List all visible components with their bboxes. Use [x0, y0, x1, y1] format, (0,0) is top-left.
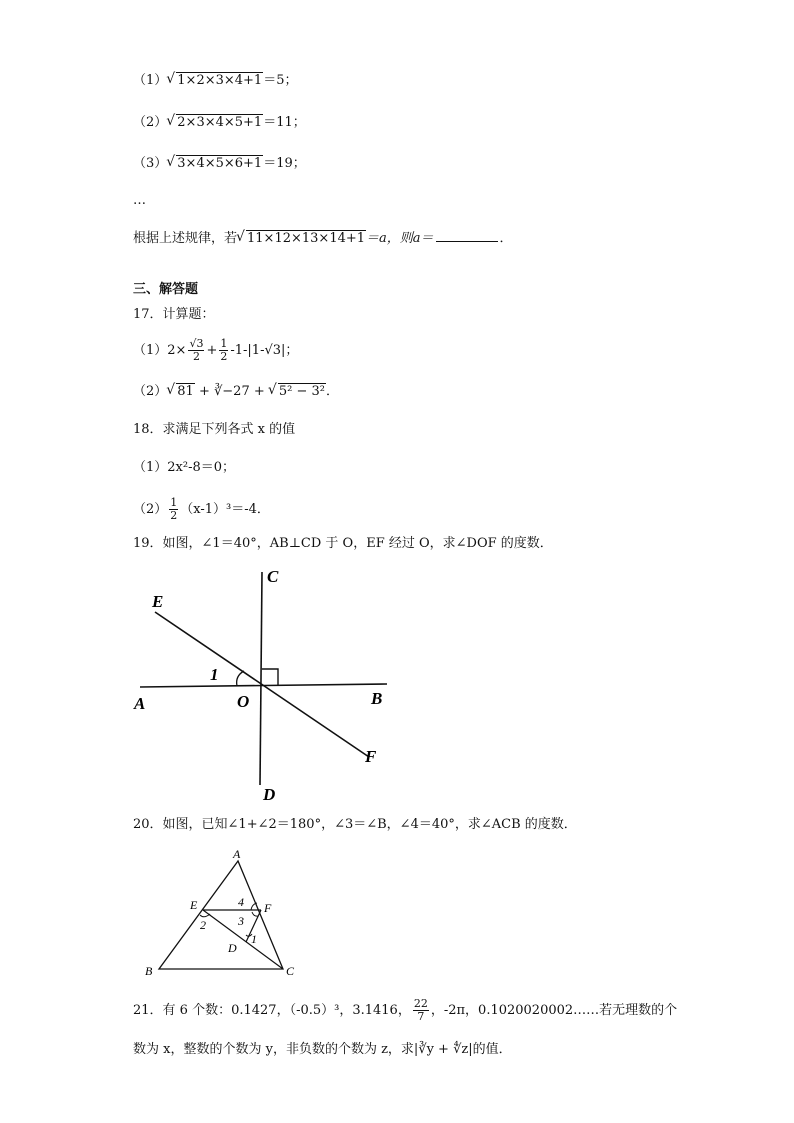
pattern-item-1: [133, 72, 298, 90]
radicand: 81: [177, 384, 194, 399]
text: ，-2π，0.1020020002……若无理数的个: [430, 1003, 678, 1018]
label-4: 4: [238, 895, 244, 909]
term: 2×: [167, 343, 187, 358]
label-c: C: [267, 567, 279, 586]
q18-part2: [133, 497, 270, 522]
ellipsis: …: [133, 193, 146, 208]
radicand: 2×3×4×5+1: [177, 115, 263, 130]
label-o: O: [237, 692, 250, 711]
label-e: E: [190, 898, 198, 912]
q19-figure: [125, 560, 405, 805]
sqrt-sign: [167, 114, 263, 132]
question-end: ．: [499, 231, 513, 246]
answer-blank[interactable]: [436, 229, 498, 242]
numerator: √3: [189, 337, 204, 350]
item-number: （1）: [133, 73, 168, 88]
label-f: F: [365, 747, 377, 766]
radicand: 11×12×13×14+1: [247, 231, 366, 246]
pattern-item-3: [133, 155, 306, 173]
operator: +: [206, 343, 218, 358]
result: ＝5；: [263, 73, 298, 88]
label-c: C: [286, 964, 295, 978]
q17-title: 17．计算题：: [133, 307, 215, 322]
angle-arc: [252, 912, 258, 916]
label-e: E: [152, 592, 164, 611]
radicand: 5² − 3²: [278, 384, 326, 399]
label-d: D: [263, 785, 276, 804]
pattern-question: [133, 229, 513, 248]
q21-line1: [133, 998, 677, 1023]
denominator: 2: [220, 350, 228, 363]
denominator: 7: [417, 1010, 425, 1023]
label-1: 1: [210, 665, 219, 684]
label-b: B: [371, 689, 383, 708]
label-2: 2: [200, 918, 206, 932]
pattern-item-2: [133, 114, 306, 132]
label-3: 3: [238, 914, 244, 928]
triangle-abc: [159, 861, 283, 969]
sqrt-sign: [269, 383, 326, 401]
section-title: 三、解答题: [133, 282, 199, 297]
item-number: （2）: [133, 115, 168, 130]
radicand: 1×2×3×4+1: [177, 73, 263, 88]
item-number: （3）: [133, 156, 168, 171]
fraction: [413, 998, 429, 1023]
numerator: 1: [220, 337, 228, 350]
fraction: [219, 338, 228, 363]
line-cd: [260, 572, 262, 785]
denominator: 2: [170, 509, 178, 522]
label-a: A: [134, 694, 146, 713]
denominator: 2: [192, 350, 200, 363]
result: ＝11；: [263, 115, 306, 130]
label-b: B: [145, 964, 153, 978]
radicand: 3×4×5×6+1: [177, 156, 263, 171]
angle-1-arc: [237, 671, 244, 686]
label-d: D: [228, 941, 237, 955]
operator: +: [194, 384, 214, 399]
term: （x-1）³＝-4．: [180, 502, 270, 517]
part-number: （2）: [133, 502, 168, 517]
label-1: 1: [251, 932, 257, 946]
fraction: [188, 338, 204, 363]
operator: +: [249, 384, 269, 399]
label-f: F: [264, 901, 272, 915]
part-number: （1）: [133, 343, 168, 358]
part-number: （2）: [133, 384, 168, 399]
q17-part2: [133, 383, 339, 401]
punctuation: ．: [326, 384, 340, 399]
cube-root: ∛−27: [214, 384, 250, 399]
sqrt-sign: [167, 155, 263, 173]
numerator: 1: [170, 496, 178, 509]
q20-figure: [140, 845, 310, 980]
fraction: [169, 497, 178, 522]
sqrt-sign: [167, 383, 195, 401]
sqrt-sign: [167, 72, 263, 90]
q20-text: 20．如图，已知∠1+∠2＝180°，∠3＝∠B，∠4＝40°，求∠ACB 的度数．: [133, 817, 577, 832]
numerator: 22: [413, 997, 428, 1010]
q19-text: 19．如图，∠1＝40°，AB⊥CD 于 O，EF 经过 O，求∠DOF 的度数．: [133, 536, 553, 551]
right-angle-mark: [262, 669, 278, 685]
q18-title: 18．求满足下列各式 x 的值: [133, 422, 296, 437]
text: 21．有 6 个数：0.1427，（-0.5）³，3.1416，: [133, 1003, 411, 1018]
term: -1-|1-√3|；: [230, 343, 299, 358]
question-mid: ＝a，则a＝: [366, 231, 434, 246]
q21-line2: 数为 x，整数的个数为 y，非负数的个数为 z，求|∛y + ∜z|的值．: [133, 1042, 512, 1057]
question-prefix: 根据上述规律，若: [133, 231, 238, 246]
result: ＝19；: [263, 156, 306, 171]
q17-part1: [133, 338, 298, 363]
sqrt-sign: [237, 230, 366, 248]
label-a: A: [233, 847, 241, 861]
q18-part1: （1）2x²-8＝0；: [133, 460, 236, 475]
